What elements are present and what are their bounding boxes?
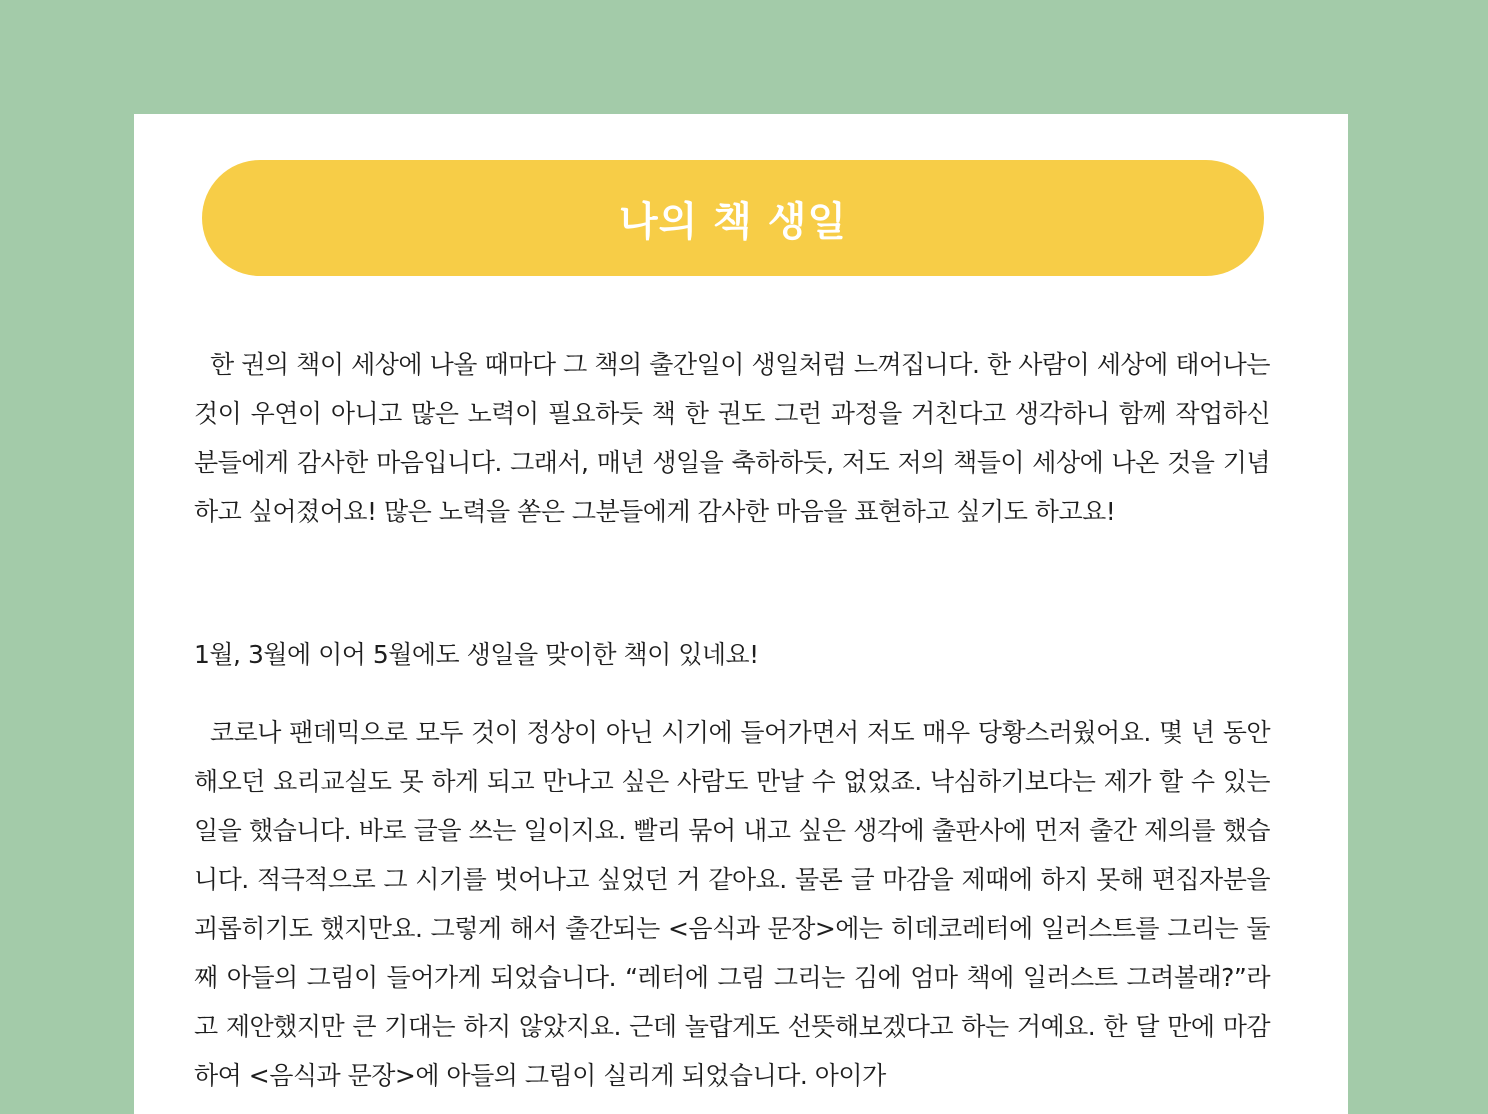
story-paragraph: 코로나 팬데믹으로 모두 것이 정상이 아닌 시기에 들어가면서 저도 매우 당황스러웠어요. 몇 년 동안 해오던 요리교실도 못 하게 되고 만나고 싶은 사람도 만날 수 없었죠. 낙심하기보다는 제가 할 수 있는 일을 했습니다. 바로 글을 쓰는 일이지요. 빨리 묶어 내고 싶은 생각에 출판사에 먼저 출간 제의를 했습니다. 적극적으로 그 시기를 벗어나고 싶었던 거 같아요. 물론 글 마감을 제때에 하지 못해 편집자분을 괴롭히기도 했지만요. 그렇게 해서 출간되는 <음식과 문장>에는 히데코레터에 일러스트를 그리는 둘째 아들의 그림이 들어가게 되었습니다. “레터에 그림 그리는 김에 엄마 책에 일러스트 그려볼래?”라고 제안했지만 큰 기대는 하지 않았지요. 근데 놀랍게도 선뜻해보겠다고 하는 거예요. 한 달 만에 마감하여 <음식과 문장>에 아들의 그림이 실리게 되었습니다. 아이가 — [194, 718, 1270, 1090]
page-title: 나의 책 생일 — [618, 198, 848, 245]
title-banner — [202, 160, 1264, 276]
intro-paragraph: 한 권의 책이 세상에 나올 때마다 그 책의 출간일이 생일처럼 느껴집니다. 한 사람이 세상에 태어나는 것이 우연이 아니고 많은 노력이 필요하듯 책 한 권도 그런 과정을 거친다고 생각하니 함께 작업하신 분들에게 감사한 마음입니다. 그래서, 매년 생일을 축하하듯, 저도 저의 책들이 세상에 나온 것을 기념하고 싶어졌어요! 많은 노력을 쏟은 그분들에게 감사한 마음을 표현하고 싶기도 하고요! — [194, 350, 1270, 526]
month-note-paragraph: 1월, 3월에 이어 5월에도 생일을 맞이한 책이 있네요! — [194, 640, 759, 669]
content-card — [134, 114, 1348, 1114]
